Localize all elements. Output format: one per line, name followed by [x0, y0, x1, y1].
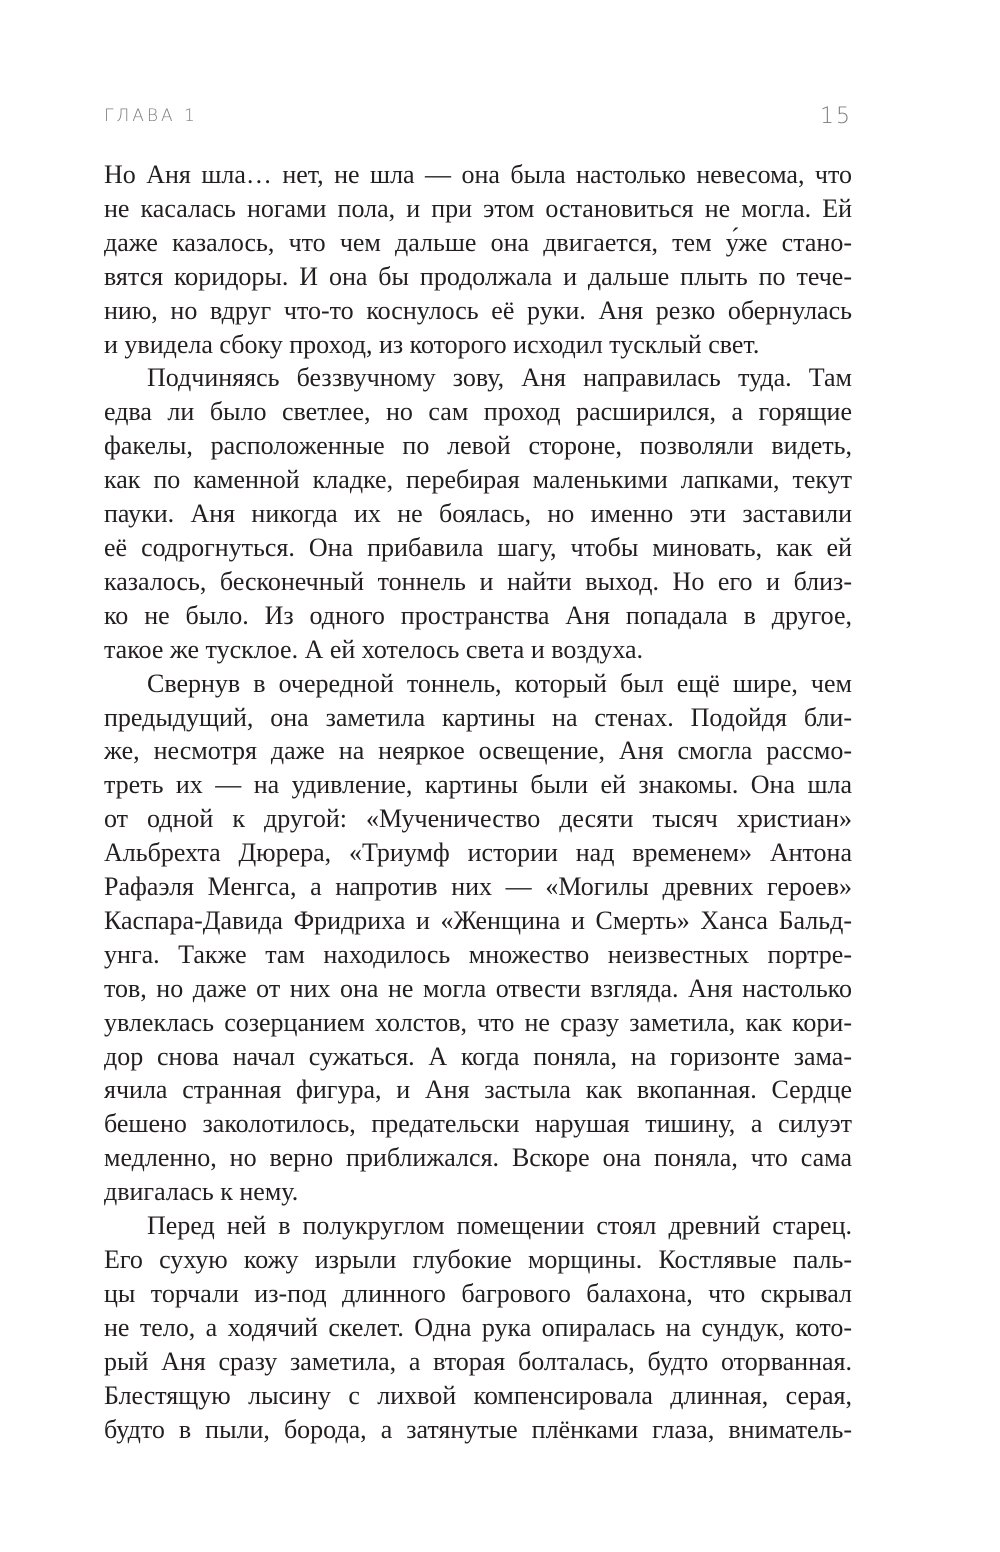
text-line: Каспара-Давида Фридриха и «Женщина и Смерть» Ханса Бальд- [104, 905, 852, 935]
text-line: Свернув в очередной тоннель, который был ещё шире, чем [147, 668, 852, 698]
text-line: даже казалось, что чем дальше она двигается, тем у́же стано- [104, 227, 852, 257]
text-line: и увидела сбоку проход, из которого исходил тусклый свет. [104, 329, 760, 359]
text-line: рый Аня сразу заметила, а вторая болталась, будто оторванная. [104, 1346, 852, 1376]
text-line: Но Аня шла… нет, не шла — она была настолько невесома, что [104, 160, 852, 189]
text-line: нию, но вдруг что-то коснулось её руки. Аня резко обернулась [104, 295, 852, 325]
text-line: же, несмотря даже на неяркое освещение, Аня смогла рассмо- [104, 736, 852, 766]
text-line: медленно, но верно приближался. Вскоре она поняла, что сама [104, 1143, 852, 1173]
text-line: тов, но даже от них она не могла отвести взгляда. Аня настолько [104, 973, 852, 1003]
text-line: казалось, бесконечный тоннель и найти выход. Но его и близ- [104, 566, 852, 596]
text-line: её содрогнуться. Она прибавила шагу, чтобы миновать, как ей [104, 532, 852, 562]
text-line: треть их — на удивление, картины были ей знакомы. Она шла [104, 770, 852, 800]
text-line: Альбрехта Дюрера, «Триумф истории над временем» Антона [104, 838, 852, 868]
text-line: увлеклась созерцанием холстов, что не сразу заметила, как кори- [104, 1007, 852, 1037]
page-number: 15 [820, 103, 852, 129]
text-line: едва ли было светлее, но сам проход расширился, а горящие [104, 397, 852, 427]
paragraph-4 [104, 1209, 852, 1446]
chapter-label: ГЛАВА 1 [104, 106, 198, 126]
running-head [104, 100, 852, 132]
text-line: Перед ней в полукруглом помещении стоял древний старец. [147, 1211, 852, 1241]
text-line: Блестящую лысину с лихвой компенсировала длинная, серая, [104, 1380, 852, 1410]
text-line: унга. Также там находилось множество неизвестных портре- [104, 939, 852, 969]
text-line: ко не было. Из одного пространства Аня попадала в другое, [104, 600, 852, 630]
paragraph-1 [104, 158, 852, 361]
text-line: такое же тусклое. А ей хотелось света и воздуха. [104, 634, 644, 664]
text-line: Его сухую кожу изрыли глубокие морщины. Костлявые паль- [104, 1245, 852, 1274]
text-line: как по каменной кладке, перебирая маленькими лапками, текут [104, 465, 852, 495]
text-line: бешено заколотилось, предательски нарушая тишину, а силуэт [104, 1109, 852, 1139]
text-line: цы торчали из-под длинного багрового балахона, что скрывал [104, 1278, 852, 1308]
text-line: вятся коридоры. И она бы продолжала и дальше плыть по тече- [104, 261, 852, 291]
text-line: будто в пыли, борода, а затянутые плёнками глаза, вниматель- [104, 1414, 852, 1444]
text-line: факелы, расположенные по левой стороне, позволяли видеть, [104, 431, 852, 461]
text-line: пауки. Аня никогда их не боялась, но именно эти заставили [104, 499, 852, 529]
text-line: двигалась к нему. [104, 1177, 299, 1207]
text-line: Подчиняясь беззвучному зову, Аня направилась туда. Там [147, 363, 852, 393]
text-line: не тело, а ходячий скелет. Одна рука опиралась на сундук, кото- [104, 1312, 852, 1342]
text-line: не касалась ногами пола, и при этом остановиться не могла. Ей [104, 193, 852, 223]
text-line: Рафаэля Менгса, а напротив них — «Могилы древних героев» [104, 872, 852, 902]
text-line: от одной к другой: «Мученичество десяти тысяч христиан» [104, 804, 852, 834]
paragraph-2 [104, 361, 852, 666]
text-line: ячила странная фигура, и Аня застыла как вкопанная. Сердце [104, 1075, 852, 1105]
text-line: дор снова начал сужаться. А когда поняла, на горизонте зама- [104, 1041, 852, 1071]
text-line: предыдущий, она заметила картины на стенах. Подойдя бли- [104, 702, 852, 732]
body-text [104, 158, 852, 1446]
paragraph-3 [104, 667, 852, 1210]
